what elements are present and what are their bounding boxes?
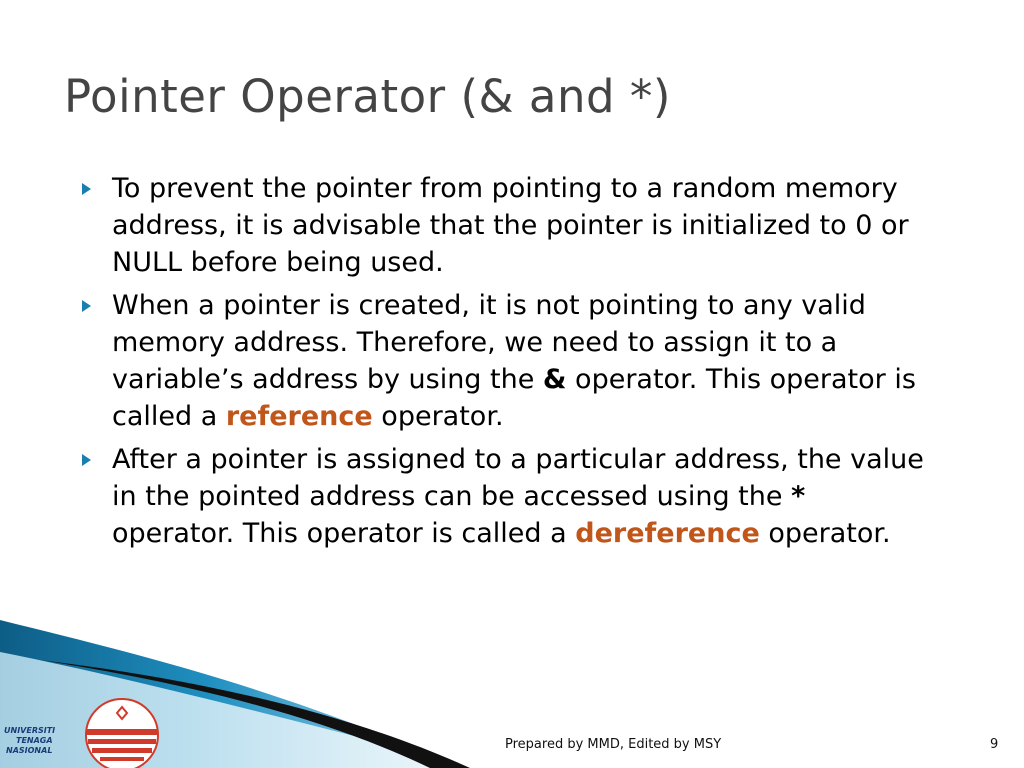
logo-text-line: UNIVERSITI [4, 726, 56, 735]
triangle-right-icon [82, 441, 96, 478]
page-number: 9 [990, 737, 999, 752]
ampersand-operator: & [542, 364, 567, 395]
bullet-list [80, 170, 930, 558]
bullet-text: operator. [759, 518, 891, 549]
bullet-item [80, 287, 930, 435]
bullet-text: operator. This operator is called a [112, 518, 576, 549]
footer-credit: Prepared by MMD, Edited by MSY [505, 737, 722, 752]
bullet-item [80, 441, 930, 552]
logo-text-line: TENAGA [16, 736, 53, 745]
university-logo-icon [0, 685, 170, 768]
keyword-dereference: dereference [575, 518, 760, 549]
asterisk-operator: * [791, 481, 806, 512]
bullet-item [80, 170, 930, 281]
triangle-right-icon [82, 170, 96, 207]
bullet-text: operator. This operator is called a [112, 364, 916, 432]
triangle-right-icon [82, 287, 96, 324]
bullet-text: After a pointer is assigned to a particular address, the value in the pointed address can be accessed using the [112, 444, 924, 512]
bullet-text: operator. [372, 401, 504, 432]
bullet-text: When a pointer is created, it is not pointing to any valid memory address. Therefore, we need to assign it to a variable’s address by using the [112, 290, 866, 395]
slide-title: Pointer Operator (& and *) [64, 70, 671, 123]
bullet-text: To prevent the pointer from pointing to a random memory address, it is advisable that the pointer is initialized to 0 or NULL before being used. [112, 173, 909, 278]
logo-text-line: NASIONAL [6, 746, 53, 755]
keyword-reference: reference [225, 401, 373, 432]
